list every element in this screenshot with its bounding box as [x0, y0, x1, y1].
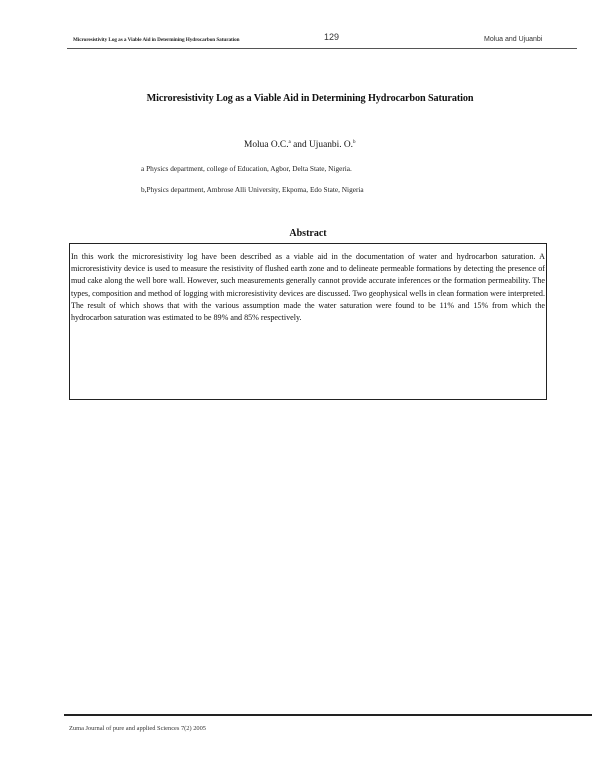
author-2: Ujuanbi. O. [309, 140, 354, 151]
author-1: Molua O.C. [244, 140, 289, 151]
journal-citation: Zuma Journal of pure and applied Sciences 7(2) 2005 [69, 725, 207, 732]
author-2-affil-mark: b [353, 140, 356, 145]
paper-title: Microresistivity Log as a Viable Aid in Determining Hydrocarbon Saturation [146, 93, 474, 104]
running-title: Microresistivity Log as a Viable Aid in Determining Hydrocarbon Saturation [73, 37, 240, 43]
affiliation-a: a Physics department, college of Education, Agbor, Delta State, Nigeria. [141, 164, 352, 173]
affiliation-b: b,Physics department, Ambrose Alli University, Ekpoma, Edo State, Nigeria [141, 185, 364, 194]
running-authors: Molua and Ujuanbi [484, 36, 543, 43]
footer-divider [64, 714, 592, 716]
author-1-affil-mark: a [288, 140, 291, 145]
author-line [244, 140, 356, 150]
abstract-heading: Abstract [289, 228, 327, 239]
abstract-text: In this work the microresistivity log have been described as a viable aid in the documentation of water and hydrocarbon saturation. A microresistivity device is used to measure the resistivity of flushed earth zone and to delineate permeable formations by detecting the presence of mud cake along the well bore wall. However, such measurements generally cannot provide accurate inferences or the formation permeability. The types, composition and method of logging with microresistivity devices are discussed. Two geophysical wells in clean formation were interpreted. The result of which shows that with the various assumption made the water saturation were found to be 11% and 15% from which the hydrocarbon saturation was estimated to be 89% and 85% respectively. [71, 252, 545, 323]
page-number: 129 [324, 32, 340, 42]
header-divider [67, 48, 577, 49]
author-join: and [290, 140, 309, 151]
